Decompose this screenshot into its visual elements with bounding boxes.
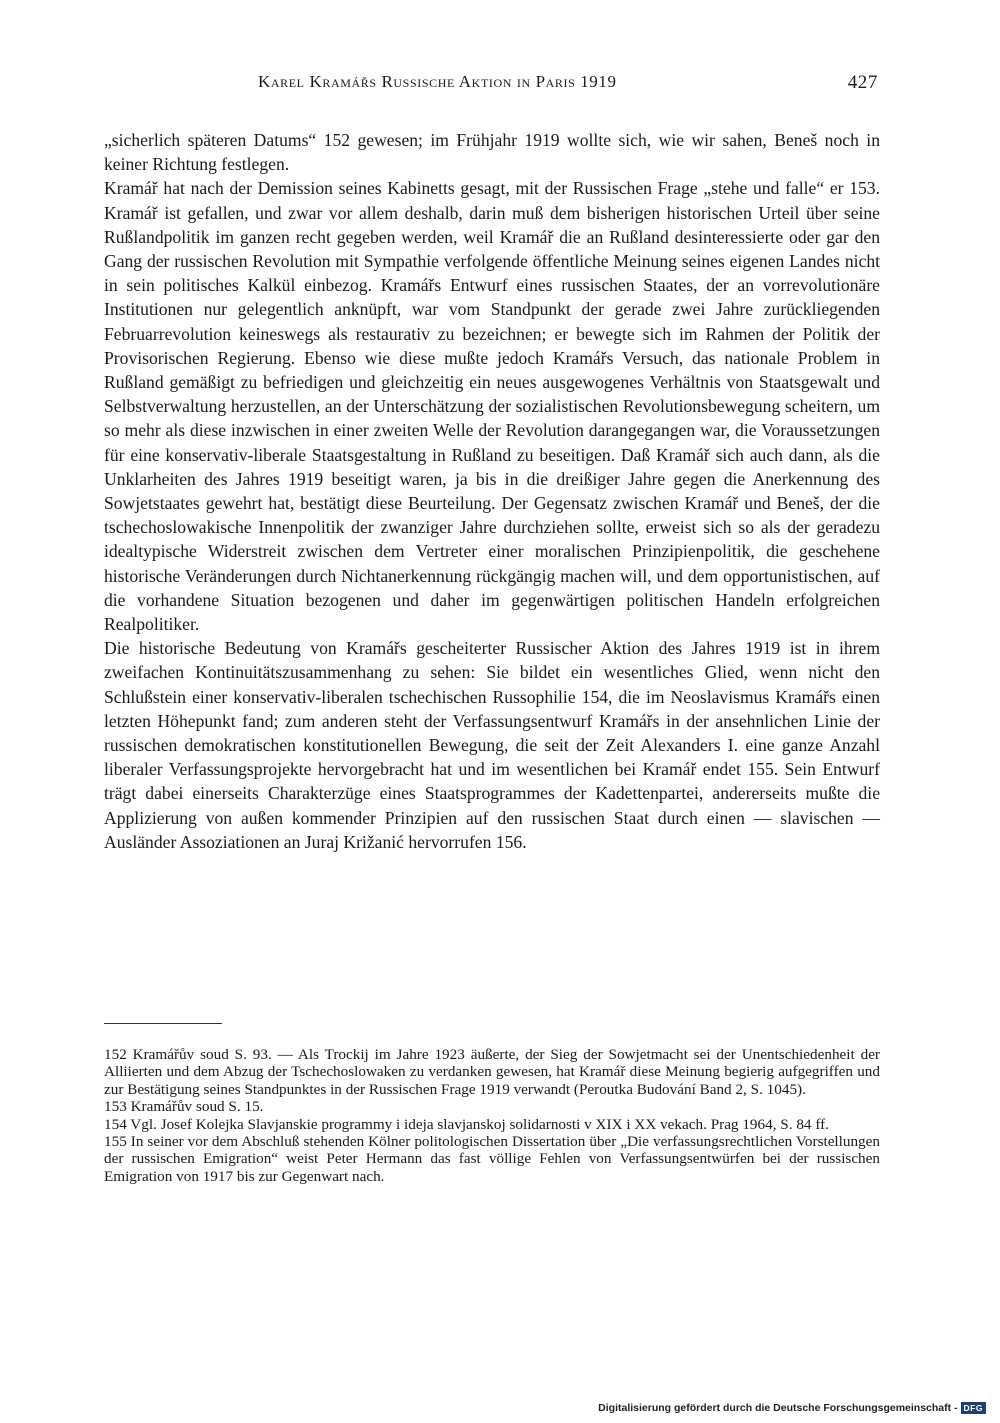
footnote-154: 154 Vgl. Josef Kolejka Slavjanskie programmy i ideja slavjanskoj solidarnosti v XIX i XX vekach. Prag 1964, S. 84 ff. (104, 1115, 829, 1133)
page-number: 427 (847, 72, 878, 93)
dfg-logo: DFG (961, 1402, 986, 1414)
footnote-155: 155 In seiner vor dem Abschluß stehenden Kölner politologischen Dissertation über „Die verfassungsrechtlichen Vorstellungen der russischen Emigration“ weist Peter Hermann das fast völlige Fehlen von Verfassungsentwürfen bei der russischen Emigration von 1917 bis zur Gegenwart nach. (104, 1133, 880, 1185)
paragraph-1: „sicherlich späteren Datums“ 152 gewesen; im Frühjahr 1919 wollte sich, wie wir sahen, Beneš noch in keiner Richtung festlegen. (104, 130, 880, 175)
paragraph-3: Die historische Bedeutung von Kramářs gescheiterter Russischer Aktion des Jahres 1919 ist in ihrem zweifachen Kontinuitätszusammenhang zu sehen: Sie bildet ein wesentliches Glied, wenn nicht den Schlußstein einer konservativ-liberalen tschechischen Russophilie 154, die im Neoslavismus Kramářs einen letzten Höhepunkt fand; zum anderen steht der Verfassungsentwurf Kramářs in der ansehnlichen Linie der russischen demokratischen konstitutionellen Bewegung, die seit der Zeit Alexanders I. eine ganze Anzahl liberaler Verfassungsprojekte hervorgebracht hat und im wesentlichen bei Kramář endet 155. Sein Entwurf trägt dabei einerseits Charakterzüge eines Staatsprogrammes der Kadettenpartei, andererseits mußte die Applizierung von außen kommender Prinzipien auf den russischen Staat durch einen — slavischen — Ausländer Assoziationen an Juraj Križanić hervorrufen 156. (104, 638, 880, 852)
running-header (258, 72, 878, 102)
footnote-152: 152 Kramářův soud S. 93. — Als Trockij im Jahre 1923 äußerte, der Sieg der Sowjetmacht sei der Unentschiedenheit der Alliierten und dem Abzug der Tschechoslowaken zu verdanken gewesen, hat Kramář diese Meinung begierig aufgegriffen und zur Bestätigung seines Standpunktes in der Russischen Frage 1919 verwandt (Peroutka Budování Band 2, S. 1045). (104, 1046, 880, 1098)
credit-text: Digitalisierung gefördert durch die Deutsche Forschungsgemeinschaft - (598, 1402, 958, 1414)
running-title: Karel Kramářs Russische Aktion in Paris 1919 (258, 72, 617, 91)
footnote-separator (104, 1023, 222, 1024)
paragraph-2: Kramář hat nach der Demission seines Kabinetts gesagt, mit der Russischen Frage „stehe und falle“ er 153. Kramář ist gefallen, und zwar vor allem deshalb, darin muß dem bisherigen historischen Urteil über seine Rußlandpolitik im ganzen recht gegeben werden, weil Kramář die an Rußland desinteressierte oder gar den Gang der russischen Revolution mit Sympathie verfolgende öffentliche Meinung seines eigenen Landes nicht in sein politisches Kalkül einbezog. Kramářs Entwurf eines russischen Staates, der an vorrevolutionäre Institutionen nur gelegentlich anknüpft, war vom Standpunkt der gerade zwei Jahre zurückliegenden Februarrevolution keineswegs als restaurativ zu bezeichnen; er bewegte sich im Rahmen der Politik der Provisorischen Regierung. Ebenso wie diese mußte jedoch Kramářs Versuch, das nationale Problem in Rußland gemäßigt zu befriedigen und gleichzeitig ein neues ausgewogenes Verhältnis von Staatsgewalt und Selbstverwaltung herzustellen, an der Unterschätzung der sozialistischen Revolutionsbewegung scheitern, um so mehr als diese inzwischen in einer zweiten Welle der Revolution darangegangen war, die Voraussetzungen für eine konservativ-liberale Staatsgestaltung in Rußland zu beseitigen. Daß Kramář sich auch dann, als die Unklarheiten des Jahres 1919 beseitigt waren, ja bis in die dreißiger Jahre gegen die Anerkennung des Sowjetstaates gewehrt hat, bestätigt diese Beurteilung. Der Gegensatz zwischen Kramář und Beneš, der die tschechoslowakische Innenpolitik der zwanziger Jahre durchziehen sollte, erweist sich so als der geradezu idealtypische Widerstreit zwischen dem Vertreter einer moralischen Prinzipienpolitik, die geschehene historische Veränderungen durch Nichtanerkennung rückgängig machen will, und dem opportunistischen, auf die vorhandene Situation bezogenen und daher im gegenwärtigen politischen Handeln erfolgreichen Realpolitiker. (104, 178, 880, 635)
digitization-credit (598, 1402, 986, 1414)
footnote-153: 153 Kramářův soud S. 15. (104, 1098, 264, 1116)
main-text (104, 128, 880, 854)
footnotes (104, 1046, 880, 1185)
